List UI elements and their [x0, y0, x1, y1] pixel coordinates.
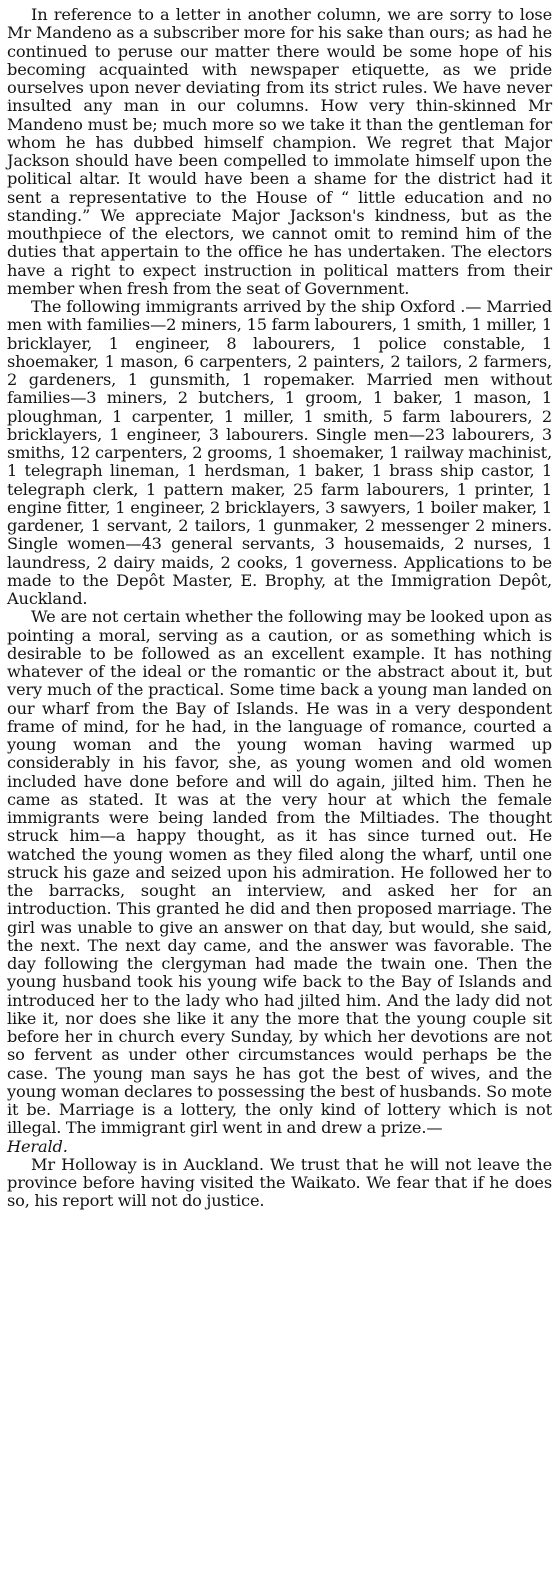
paragraph-immigrant-marriage	[7, 608, 552, 1156]
paragraph-holloway: Mr Holloway is in Auckland. We trust that he will not leave the province before having visited the Waikato. We fear that if he does so, his report will not do justice.	[7, 1154, 552, 1211]
herald-credit: Herald.	[7, 1136, 68, 1156]
paragraph-immigrant-marriage-text: We are not certain whether the following may be looked upon as pointing a moral, serving as a caution, or as something which is desirable to be followed as an excellent example. It has nothing whatever of the ideal or the romantic or the abstract about it, but very much of the practical. Some time back a young man landed on our wharf from the Bay of Islands. He was in a very despondent frame of mind, for he had, in the language of romance, courted a young woman and the young woman having warmed up considerably in his favor, she, as young women and old women included have done before and will do again, jilted him. Then he came as stated. It was at the very hour at which the female immigrants were being landed from the Miltiades. The thought struck him—a happy thought, as it has since turned out. He watched the young women as they filed along the wharf, until one struck his gaze and seized upon his admiration. He followed her to the barracks, sought an interview, and asked her for an introduction. This granted he did and then proposed marriage. The girl was unable to give an answer on that day, but would, she said, the next. The next day came, and the answer was favorable. The day following the clergyman had made the twain one. Then the young husband took his young wife back to the Bay of Islands and introduced her to the lady who had jilted him. And the lady did not like it, nor does she like it any the more that the young couple sit before her in church every Sunday, by which her devotions are not so fervent as under other circumstances would perhaps be the case. The young man says he has got the best of wives, and the young woman declares to possessing the best of husbands. So mote it be. Marriage is a lottery, the only kind of lottery which is not illegal. The immigrant girl went in and drew a prize.—	[7, 607, 552, 1138]
paragraph-mandeno-letter: In reference to a letter in another column, we are sorry to lose Mr Mandeno as a subscriber more for his sake than ours; as had he continued to peruse our matter there would be some hope of his becoming acquainted with newspaper etiquette, as we pride ourselves upon never deviating from its strict rules. We have never insulted any man in our columns. How very thin-skinned Mr Mandeno must be; much more so we take it than the gentleman for whom he has dubbed himself champion. We regret that Major Jackson should have been compelled to immolate himself upon the political altar. It would have been a shame for the district had it sent a representative to the House of “ little education and no standing.” We appreciate Major Jackson's kindness, but as the mouthpiece of the electors, we cannot omit to remind him of the duties that appertain to the office he has undertaken. The electors have a right to expect instruction in political matters from their member when fresh from the seat of Government.	[7, 5, 552, 298]
paragraph-immigrants-oxford: The following immigrants arrived by the ship Oxford .— Married men with families—2 miners, 15 farm labourers, 1 smith, 1 miller, 1 bricklayer, 1 engineer, 8 labourers, 1 police constable, 1 shoemaker, 1 mason, 6 carpenters, 2 painters, 2 tailors, 2 farmers, 2 gardeners, 1 gunsmith, 1 ropemaker. Married men without families—3 miners, 2 butchers, 1 groom, 1 baker, 1 mason, 1 ploughman, 1 carpenter, 1 miller, 1 smith, 5 farm labourers, 2 bricklayers, 1 engineer, 3 labourers. Single men—23 labourers, 3 smiths, 12 carpenters, 2 grooms, 1 shoemaker, 1 railway machinist, 1 telegraph lineman, 1 herdsman, 1 baker, 1 brass ship castor, 1 telegraph clerk, 1 pattern maker, 25 farm labourers, 1 printer, 1 engine fitter, 1 engineer, 2 bricklayers, 3 sawyers, 1 boiler maker, 1 gardener, 1 servant, 2 tailors, 1 gunmaker, 2 messenger 2 miners. Single women—43 general servants, 3 housemaids, 2 nurses, 1 laundress, 2 dairy maids, 2 cooks, 1 governess. Applications to be made to the Depôt Master, E. Brophy, at the Immigration Depôt, Auckland.	[7, 297, 552, 608]
